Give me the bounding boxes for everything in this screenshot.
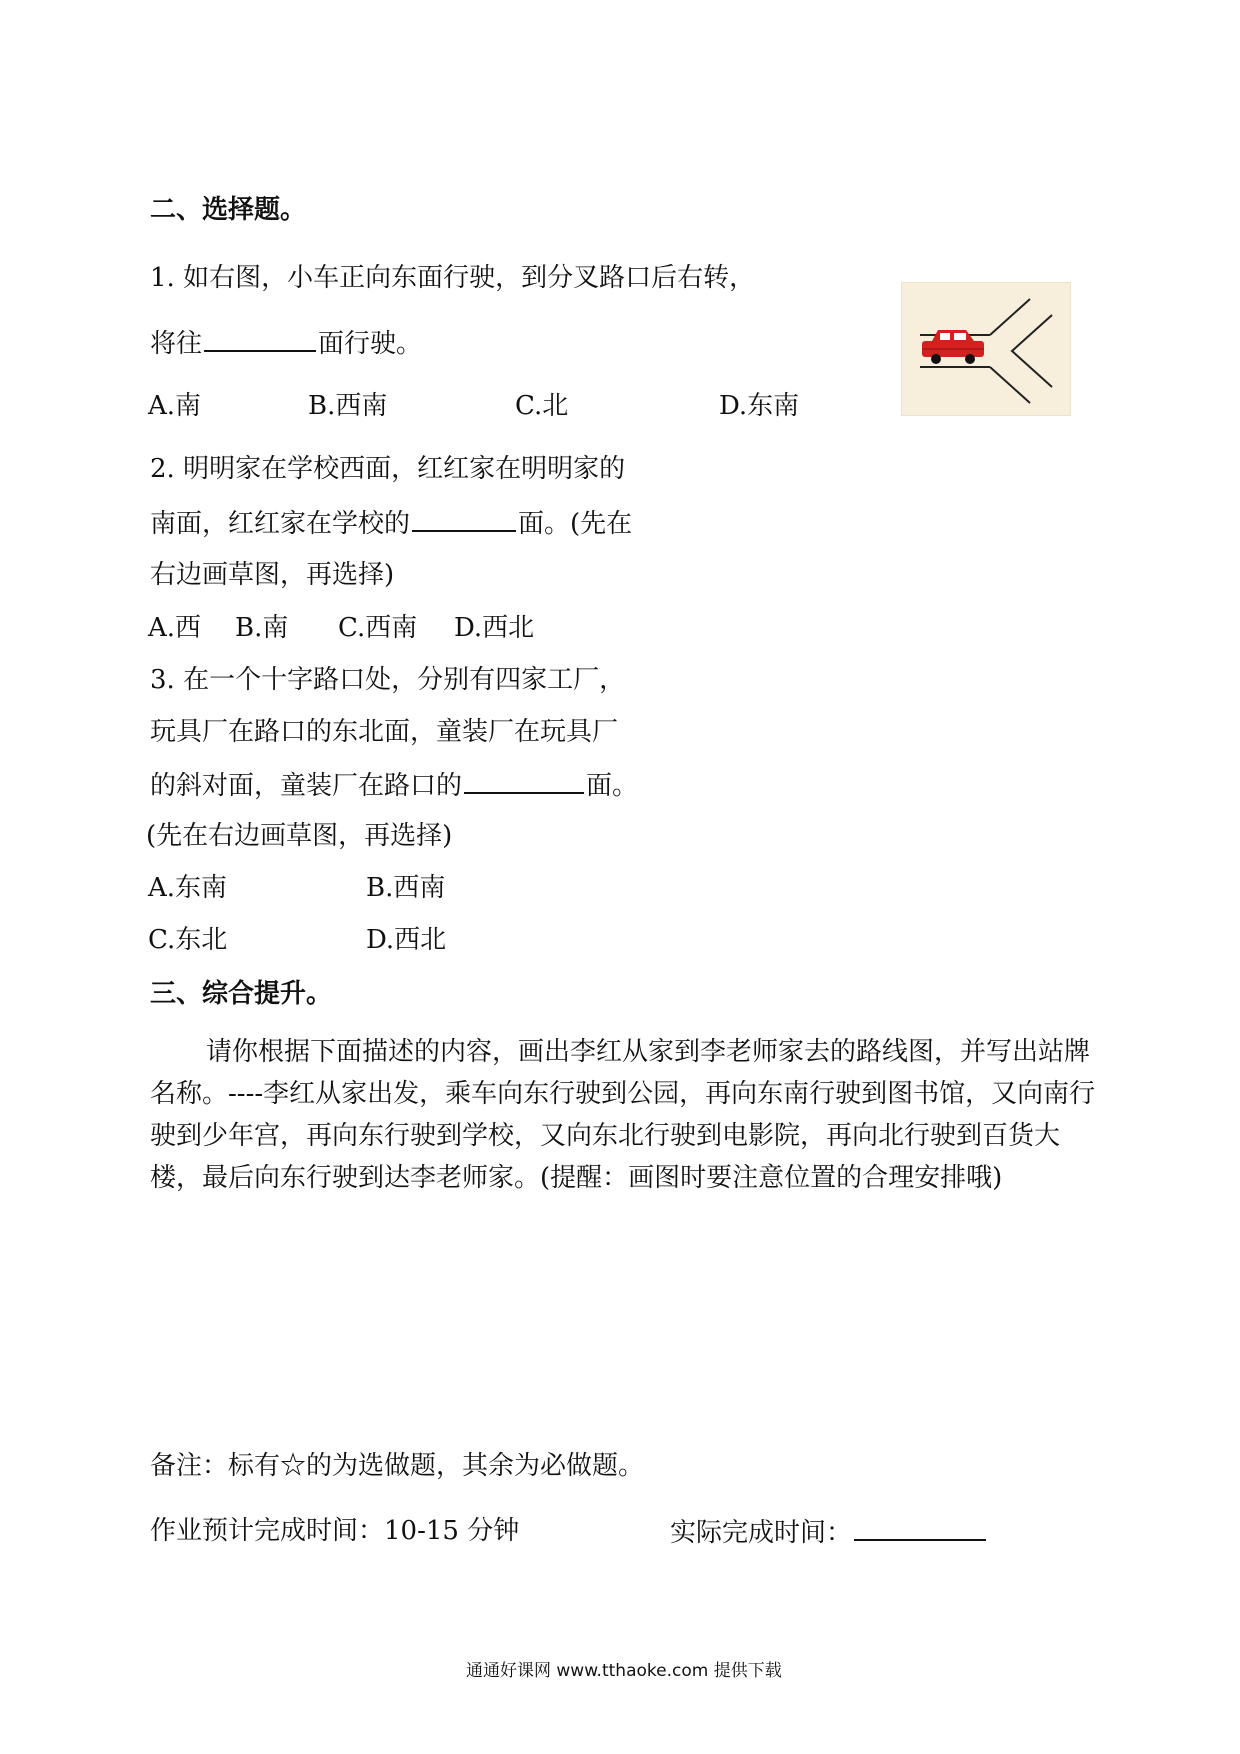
question-2-post: 面。(先在	[518, 509, 633, 539]
estimated-time: 作业预计完成时间：10-15 分钟	[150, 1516, 520, 1546]
actual-time	[670, 1515, 988, 1549]
q2-option-d[interactable]: D.西北	[454, 613, 535, 643]
actual-time-label: 实际完成时间：	[670, 1518, 853, 1548]
question-3-instruction: (先在右边画草图，再选择)	[146, 821, 453, 851]
remark-note: 备注：标有☆的为选做题，其余为必做题。	[150, 1451, 645, 1481]
q1-option-a[interactable]: A.南	[148, 391, 202, 421]
answer-blank[interactable]	[204, 326, 316, 352]
question-2-text: 2. 明明家在学校西面，红红家在明明家的	[150, 454, 626, 484]
q1-option-b[interactable]: B.西南	[308, 391, 388, 421]
fork-road-diagram	[902, 283, 1070, 415]
route-description: 请你根据下面描述的内容，画出李红从家到李老师家去的路线图，并写出站牌名称。----李红从家出发，乘车向东行驶到公园，再向东南行驶到图书馆，又向南行驶到少年宫，再向东行驶到学校，又向东北行驶到电影院，再向北行驶到百货大楼，最后向东行驶到达李老师家。(提醒：画图时要注意位置的合理安排哦)	[150, 1037, 1096, 1193]
q2-option-a[interactable]: A.西	[148, 613, 202, 643]
footer-source: 通通好课网 www.tthaoke.com 提供下载	[466, 1661, 782, 1681]
answer-blank[interactable]	[464, 768, 584, 794]
question-2-instruction: 右边画草图，再选择)	[150, 560, 395, 590]
question-3-text-2: 玩具厂在路口的东北面，童装厂在玩具厂	[150, 717, 619, 747]
q2-option-c[interactable]: C.西南	[338, 613, 418, 643]
question-3-post: 面。	[586, 771, 639, 801]
answer-blank[interactable]	[412, 506, 516, 532]
car-fork-figure	[901, 282, 1071, 416]
question-1-text: 1. 如右图，小车正向东面行驶，到分叉路口后右转，	[150, 263, 756, 293]
question-1-post: 面行驶。	[318, 329, 423, 359]
question-1-prompt	[150, 326, 422, 360]
question-2-pre: 南面，红红家在学校的	[150, 509, 411, 539]
q1-option-d[interactable]: D.东南	[719, 391, 800, 421]
section-title-comprehensive: 三、综合提升。	[150, 979, 333, 1009]
q2-option-b[interactable]: B.南	[235, 613, 289, 643]
q3-option-b[interactable]: B.西南	[366, 873, 446, 903]
q3-option-d[interactable]: D.西北	[366, 925, 447, 955]
question-1-pre: 将往	[150, 329, 203, 359]
section-title-choice: 二、选择题。	[150, 195, 307, 225]
question-3-text: 3. 在一个十字路口处，分别有四家工厂，	[150, 665, 626, 695]
q3-option-a[interactable]: A.东南	[148, 873, 228, 903]
q3-option-c[interactable]: C.东北	[148, 925, 228, 955]
q1-option-c[interactable]: C.北	[515, 391, 569, 421]
actual-time-blank[interactable]	[854, 1515, 986, 1541]
question-2-prompt	[150, 506, 632, 540]
question-3-pre: 的斜对面，童装厂在路口的	[150, 771, 463, 801]
question-3-prompt	[150, 768, 638, 802]
